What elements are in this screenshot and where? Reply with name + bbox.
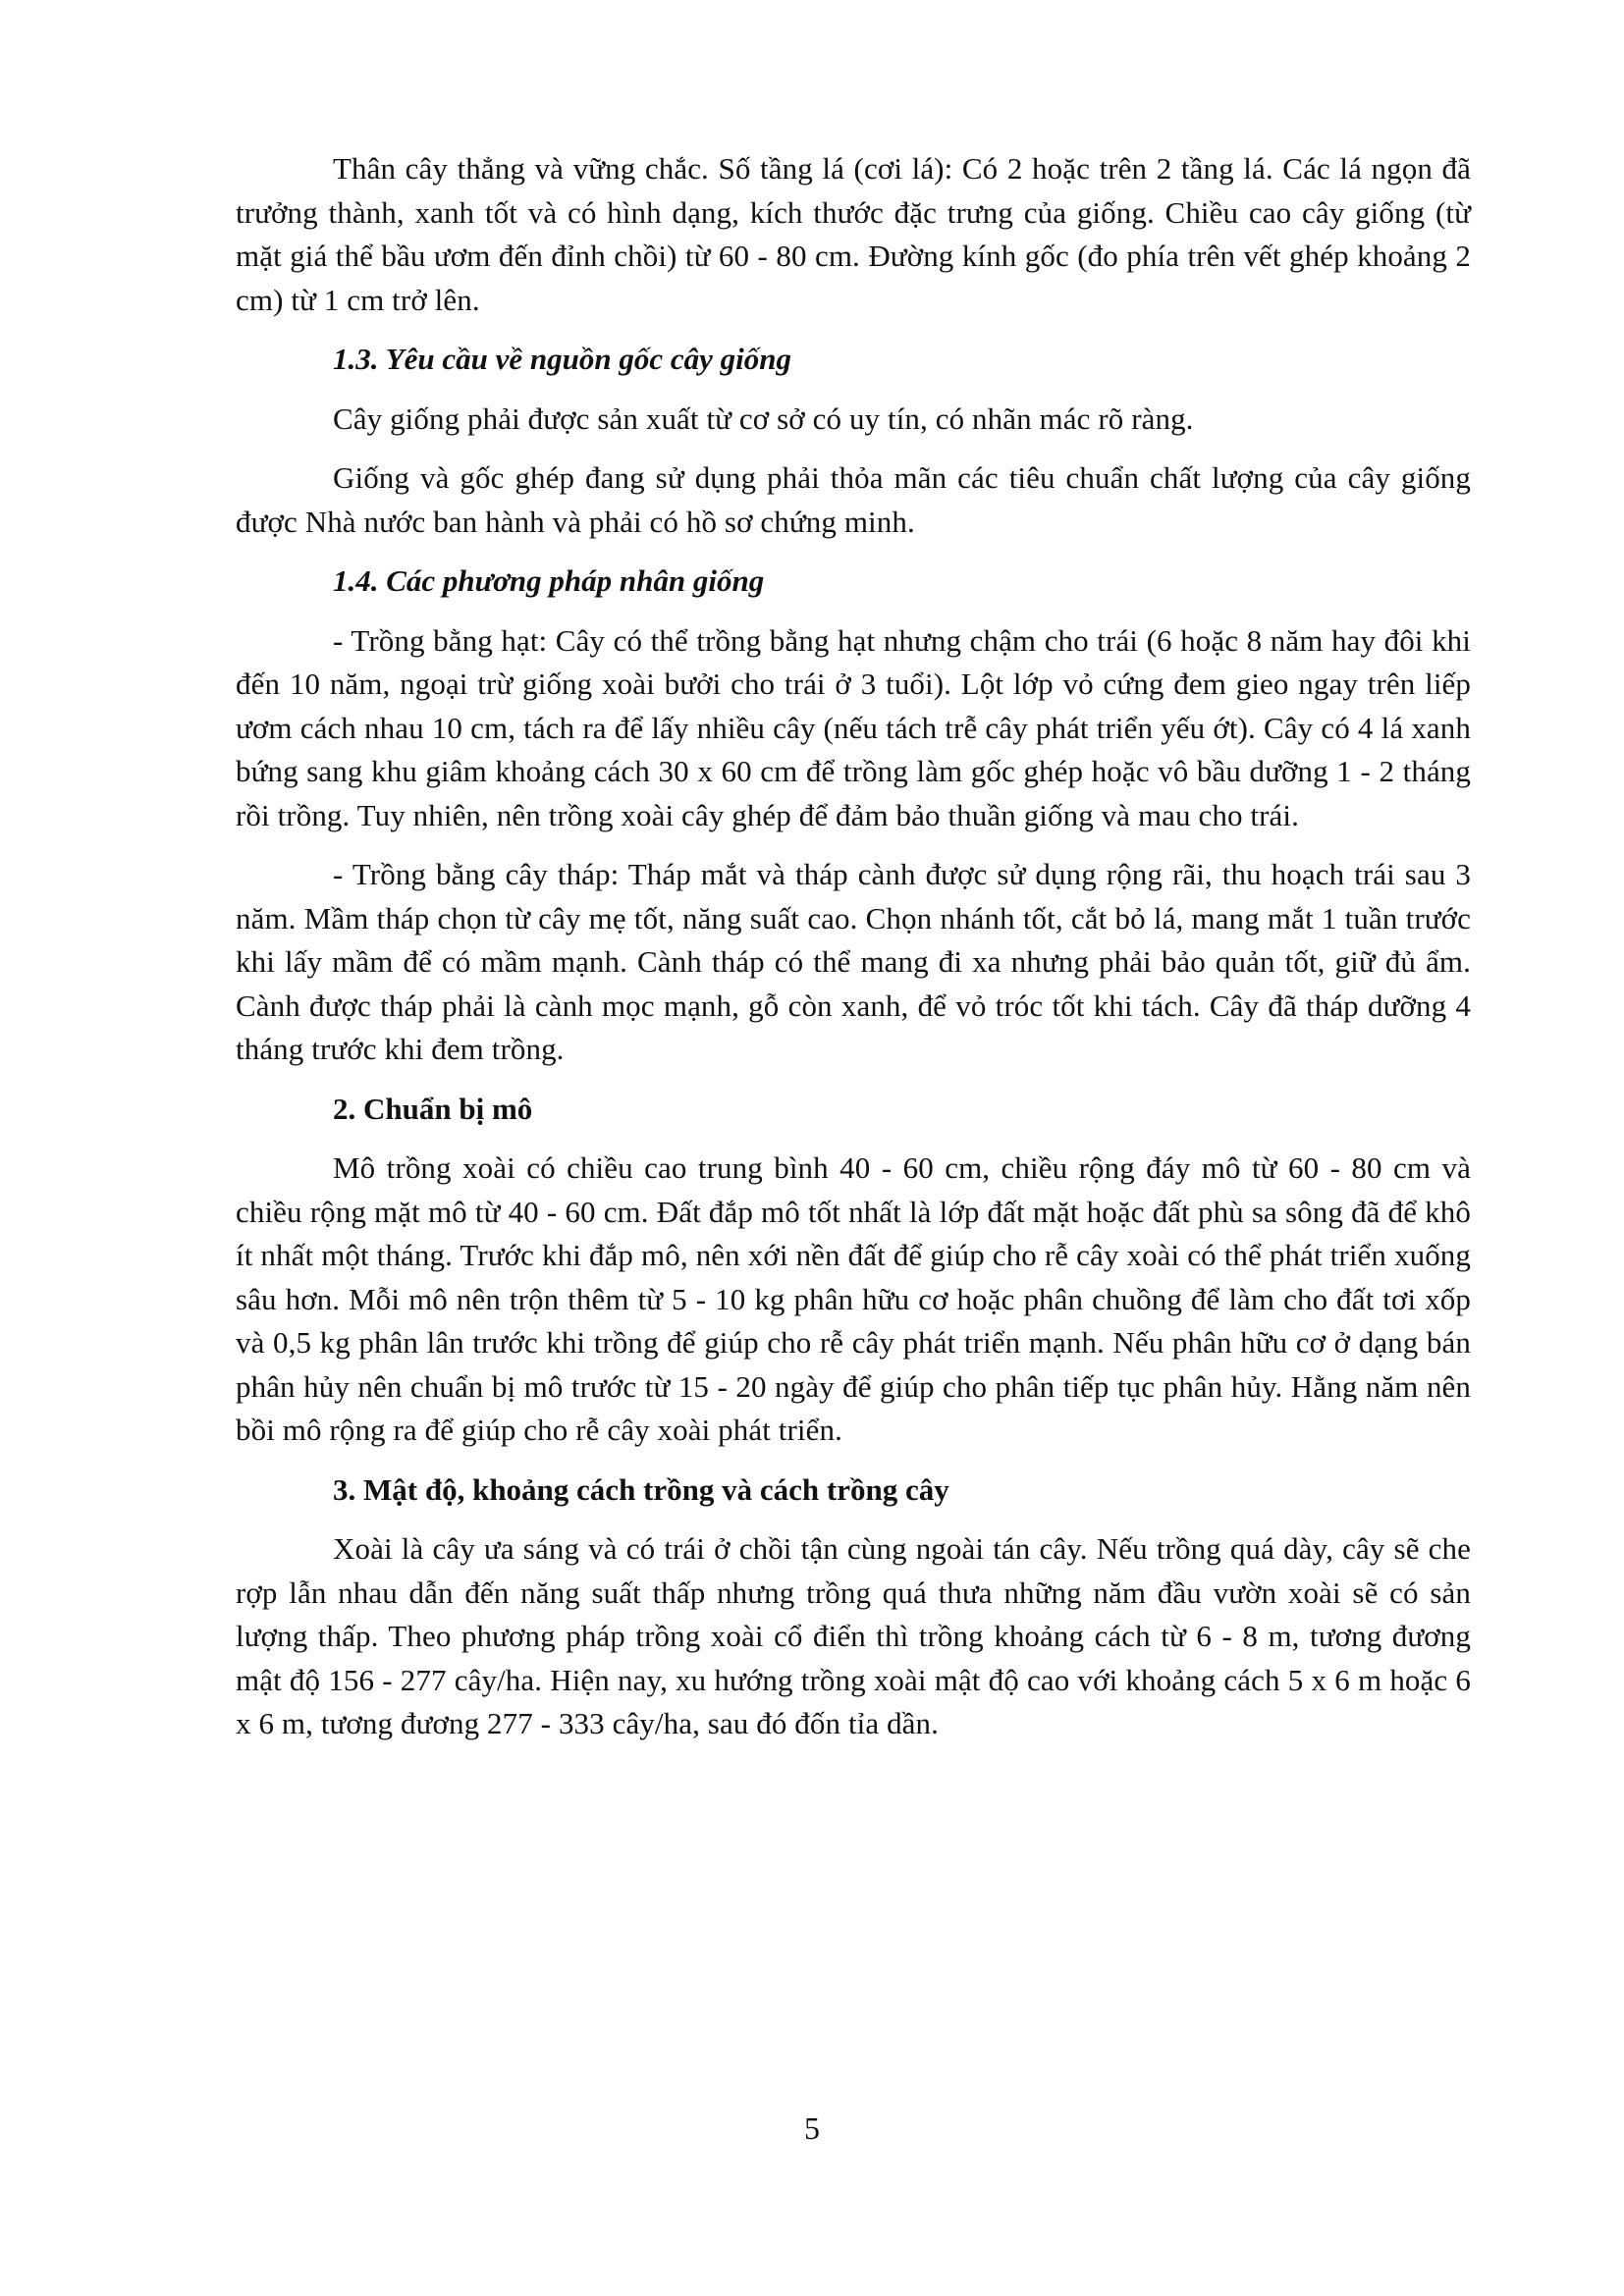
heading-1-4: 1.4. Các phương pháp nhân giống (333, 563, 765, 598)
heading-2: 2. Chuẩn bị mô (333, 1091, 533, 1126)
heading-3: 3. Mật độ, khoảng cách trồng và cách trồng cây (333, 1471, 949, 1507)
page-number: 5 (804, 2110, 820, 2146)
heading-1-3: 1.3. Yêu cầu về nguồn gốc cây giống (333, 342, 791, 376)
paragraph-grafting: - Trồng bằng cây tháp: Tháp mắt và tháp cành được sử dụng rộng rãi, thu hoạch trái sau 3 năm. Mầm tháp chọn từ cây mẹ tốt, năng suất cao. Chọn nhánh tốt, cắt bỏ lá, mang mắt 1 tuần trước khi lấy mầm để có mầm mạnh. Cành tháp có thể mang đi xa nhưng phải bảo quản tốt, giữ đủ ẩm. Cành được tháp phải là cành mọc mạnh, gỗ còn xanh, để vỏ tróc tốt khi tách. Cây đã tháp dưỡng 4 tháng trước khi đem trồng. (236, 857, 1471, 1066)
paragraph-seed-planting: - Trồng bằng hạt: Cây có thể trồng bằng hạt nhưng chậm cho trái (6 hoặc 8 năm hay đôi khi đến 10 năm, ngoại trừ giống xoài bưởi cho trái ở 3 tuổi). Lột lớp vỏ cứng đem gieo ngay trên liếp ươm cách nhau 10 cm, tách ra để lấy nhiều cây (nếu tách trễ cây phát triển yếu ớt). Cây có 4 lá xanh bứng sang khu giâm khoảng cách 30 x 60 cm để trồng làm gốc ghép hoặc vô bầu dưỡng 1 - 2 tháng rồi trồng. Tuy nhiên, nên trồng xoài cây ghép để đảm bảo thuần giống và mau cho trái. (236, 622, 1471, 832)
paragraph-1-3-b: Giống và gốc ghép đang sử dụng phải thỏa mãn các tiêu chuẩn chất lượng của cây giống được Nhà nước ban hành và phải có hồ sơ chứng minh. (236, 460, 1471, 539)
paragraph-planting-density: Xoài là cây ưa sáng và có trái ở chồi tận cùng ngoài tán cây. Nếu trồng quá dày, cây sẽ che rợp lẫn nhau dẫn đến năng suất thấp nhưng trồng quá thưa những năm đầu vườn xoài sẽ có sản lượng thấp. Theo phương pháp trồng xoài cổ điển thì trồng khoảng cách từ 6 - 8 m, tương đương mật độ 156 - 277 cây/ha. Hiện nay, xu hướng trồng xoài mật độ cao với khoảng cách 5 x 6 m hoặc 6 x 6 m, tương đương 277 - 333 cây/ha, sau đó đốn tỉa dần. (236, 1531, 1471, 1740)
document-page (236, 147, 1471, 1762)
paragraph-seedling-description: Thân cây thẳng và vững chắc. Số tầng lá (cơi lá): Có 2 hoặc trên 2 tầng lá. Các lá ngọn đã trưởng thành, xanh tốt và có hình dạng, kích thước đặc trưng của giống. Chiều cao cây giống (từ mặt giá thể bầu ươm đến đỉnh chồi) từ 60 - 80 cm. Đường kính gốc (đo phía trên vết ghép khoảng 2 cm) từ 1 cm trở lên. (236, 151, 1471, 317)
paragraph-mound-preparation: Mô trồng xoài có chiều cao trung bình 40 - 60 cm, chiều rộng đáy mô từ 60 - 80 cm và chiều rộng mặt mô từ 40 - 60 cm. Đất đắp mô tốt nhất là lớp đất mặt hoặc đất phù sa sông đã để khô ít nhất một tháng. Trước khi đắp mô, nên xới nền đất để giúp cho rễ cây xoài có thể phát triển xuống sâu hơn. Mỗi mô nên trộn thêm từ 5 - 10 kg phân hữu cơ hoặc phân chuồng để làm cho đất tơi xốp và 0,5 kg phân lân trước khi trồng để giúp cho rễ cây phát triển mạnh. Nếu phân hữu cơ ở dạng bán phân hủy nên chuẩn bị mô trước từ 15 - 20 ngày để giúp cho phân tiếp tục phân hủy. Hằng năm nên bồi mô rộng ra để giúp cho rễ cây xoài phát triển. (236, 1150, 1471, 1447)
paragraph-1-3-a: Cây giống phải được sản xuất từ cơ sở có uy tín, có nhãn mác rõ ràng. (333, 400, 1194, 436)
